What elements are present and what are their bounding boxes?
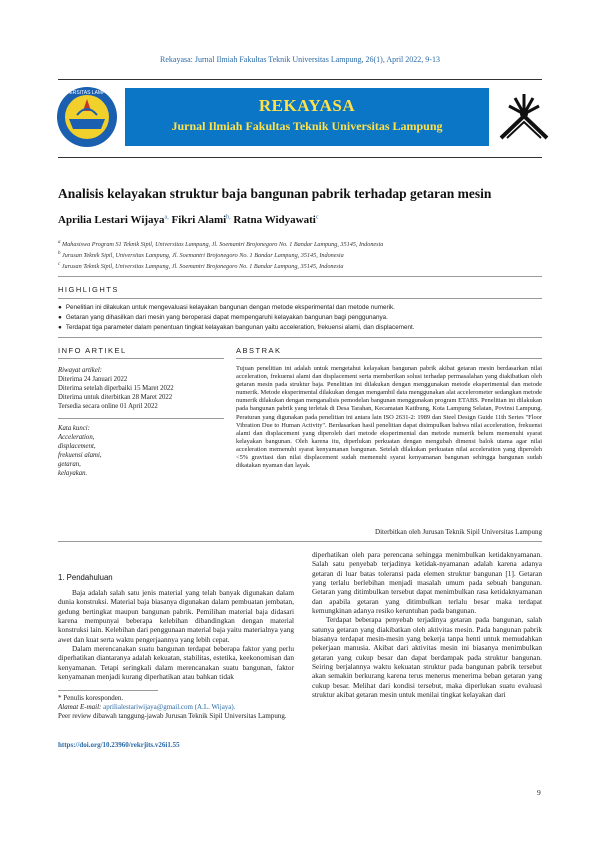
divider	[58, 418, 224, 419]
journal-banner	[125, 88, 489, 146]
faculty-logo	[495, 88, 553, 146]
divider	[58, 358, 224, 359]
keyword: kelayakan.	[58, 470, 88, 477]
author-mark: c	[315, 214, 319, 221]
highlights-heading: HIGHLIGHTS	[58, 285, 119, 294]
banner-title: REKAYASA	[258, 96, 356, 115]
abstract-heading: ABSTRAK	[236, 346, 282, 355]
divider	[236, 358, 542, 359]
footnote-email[interactable]: aprilialestariwijaya@gmail.com (A.L. Wijaya).	[103, 703, 236, 711]
university-logo	[55, 85, 119, 149]
keyword: getaran,	[58, 461, 81, 468]
article-history	[58, 366, 174, 411]
footnote-email-label: Alamat E-mail:	[58, 703, 102, 711]
footnote-mark: * Penulis koresponden.	[58, 694, 124, 702]
abstract-credit: Diterbitkan oleh Jurusan Teknik Sipil Universitas Lampung	[375, 528, 542, 536]
divider	[58, 298, 542, 299]
keyword: displacement,	[58, 443, 96, 450]
footnote-rule	[58, 690, 158, 691]
divider	[58, 276, 542, 277]
history-item: Diterima 24 Januari 2022	[58, 376, 128, 383]
body-column-right	[312, 550, 542, 700]
footnote	[58, 694, 294, 721]
body-column-left	[58, 588, 294, 681]
history-item: Diterima setelah diperbaiki 15 Maret 2022	[58, 385, 174, 392]
author-name: Ratna Widyawati	[233, 214, 316, 226]
logo-lettering: UNIVERSITAS LAMPUNG	[57, 90, 117, 96]
paragraph: diperhatikan oleh para perencana sehingga menimbulkan ketidaknyamanan. Salah satu penyebab terjadinya ketidak-nyamanan adalah karena adanya getaran di luar batas toleransi pada elemen struktur bangunan [1]. Getaran yang terlalu berlebihan menjadi masalah umum pada sebuah bangunan. Getaran yang ditimbulkan tersebut dapat menimbulkan rasa ketidaknyamanan dan apabila getaran yang ditimbulkan terlalu besar maka terdapat kemungkinan adanya resiko keruntuhan pada bangunan.	[312, 550, 542, 616]
divider	[58, 541, 542, 542]
history-item: Tersedia secara online 01 April 2022	[58, 403, 158, 410]
info-heading: INFO ARTIKEL	[58, 346, 127, 355]
header-rule	[58, 79, 542, 80]
banner-rule	[58, 157, 542, 158]
history-label: Riwayat artikel:	[58, 367, 102, 374]
keyword: frekuensi alami,	[58, 452, 102, 459]
affiliation: $^a$ Mahasiswa Program S1 Teknik Sipil, Universitas Lampung, Jl. Soemantri Brojonegoro No. 1 Bandar Lampung, 35145, Indonesia	[58, 240, 384, 249]
banner-subtitle: Jurnal Ilmiah Fakultas Teknik Universitas Lampung	[171, 119, 443, 133]
page-number: 9	[537, 788, 541, 797]
author-mark: b,	[226, 214, 231, 221]
affiliation: $^b$ Jurusan Teknik Sipil, Universitas Lampung, Jl. Soemantri Brojonegoro No. 1 Bandar Lampung, 35145, Indonesia	[58, 251, 344, 260]
paper-title: Analisis kelayakan struktur baja bangunan pabrik terhadap getaran mesin	[58, 186, 492, 201]
highlight-item: ● Penelitian ini dilakukan untuk mengevaluasi kelayakan bangunan dengan metode eksperimental dan metode numerik.	[58, 304, 395, 311]
keyword: Acceleration,	[58, 434, 95, 441]
keywords	[58, 424, 102, 478]
history-item: Diterima untuk diterbitkan 28 Maret 2022	[58, 394, 173, 401]
affiliation: $^c$ Jurusan Teknik Sipil, Universitas Lampung, Jl. Soemantri Brojonegoro No. 1 Bandar Lampung, 35145, Indonesia	[58, 262, 344, 271]
footnote-review: Peer review dibawah tanggung-jawab Jurusan Teknik Sipil Universitas Lampung.	[58, 712, 287, 720]
paragraph: Dalam merencanakan suatu bangunan terdapat beberapa faktor yang perlu diperhatikan diantaranya adalah kekuatan, stabilitas, estetika, keekonomisan dan kenyamanan. Tetapi seringkali dalam merencanakan suatu bangunan, faktor kenyamanan menjadi kurang diperhatikan atau bahkan tidak	[58, 644, 294, 682]
abstract-text: Tujuan penelitian ini adalah untuk mengetahui kelayakan bangunan pabrik akibat getaran mesin berdasarkan nilai acceleration, frekuensi alami dan displacement serta memberikan solusi terhadap permasalahan yang diakibatkan oleh getaran mesin pada struktur baja. Penelitian ini dilakukan dengan menggunakan metode eksperimental dan metode numerik. Metode eksperimental dilakukan dengan mengambil data menggunakan alat accelerometer sedangkan metode numerik dilakukan dengan menganalisis pemodelan bangunan menggunakan program ETABS. Penelitian ini dilakukan pada bangunan pabrik yang terletak di Desa Tarahan, Kecamatan Katibung, Kota Lampung Selatan, Povinsi Lampung. Peraturan yang digunakan pada penelitian ini antara lain ISO 2631-2: 1989 dan Steel Design Guide 11th Series "Floor Vibration Due to Human Activity". Berdasarkan hasil penelitian dapat disimpulkan bahwa nilai acceleration, frekuensi alami dan displacement yang diperoleh dari metode eksperimental dan metode numerik belum memenuhi syarat kelayakan bangunan. Oleh karena itu, diperlukan perkuatan dengan mengubah dimensi balok utama agar nilai acceleration memenuhi syarat kenyamanan bangunan. Setelah dilakukan perkuatan nilai acceleration yang diperoleh <5% gravitasi dan nilai displacement sudah memenuhi syarat kenyamanan bangunan sehingga bangunan sudah dikatakan nyaman dan layak.	[236, 365, 542, 470]
section-heading: 1. Pendahuluan	[58, 573, 113, 582]
author-name: Fikri Alami	[171, 214, 227, 226]
paragraph: Terdapat beberapa penyebab terjadinya getaran pada bangunan, salah satunya getaran yang diakibatkan oleh aktivitas mesin. Pada bangunan pabrik biasanya terdapat mesin-mesin yang bekerja tanpa henti untuk memudahkan pekerjaan manusia. Akibat dari aktivitas mesin ini biasanya menimbulkan getaran yang cukup besar dan dapat berdampak pada struktur bangunan. Seiring berjalannya waktu kekuatan struktur pada bangunan pabrik tersebut akan semakin berkurang karena terus menerus menerima beban getaran yang cukup besar. Melihat dari kondisi tersebut, maka diperlukan suatu evaluasi struktur akibat getaran mesin untuk menilai tingkat kelayakan dari	[312, 615, 542, 700]
divider	[58, 337, 542, 338]
highlight-item: ● Terdapat tiga parameter dalam penentuan tingkat kelayakan bangunan yaitu acceleration, frekuensi alami, dan displacement.	[58, 324, 415, 331]
running-header: Rekayasa: Jurnal Ilmiah Fakultas Teknik Universitas Lampung, 26(1), April 2022, 9-13	[160, 55, 440, 64]
author-mark: a,	[164, 214, 169, 221]
highlight-item: ● Getaran yang dihasilkan dari mesin yang beroperasi dapat mempengaruhi kelayakan bangunan bagi penggunanya.	[58, 314, 388, 321]
author-name: Aprilia Lestari Wijaya	[58, 214, 165, 226]
keywords-label: Kata kunci:	[58, 425, 90, 432]
author-list	[58, 214, 319, 226]
doi-link[interactable]: https://doi.org/10.23960/rekrjits.v26i1.55	[58, 741, 180, 749]
paragraph: Baja adalah salah satu jenis material yang telah banyak digunakan dalam dunia konstruksi. Material baja biasanya digunakan dalam pembuatan jembatan, gedung bertingkat maupun bangunan pabrik. Pemilihan material baja didasari karena mempunyai beberapa kelebihan dibandingkan dengan material konstruksi lain. Kelebihan dari penggunaan material baja yaitu materialnya yang awet dan kuat serta waktu pengerjaannya yang lebih cepat.	[58, 588, 294, 644]
